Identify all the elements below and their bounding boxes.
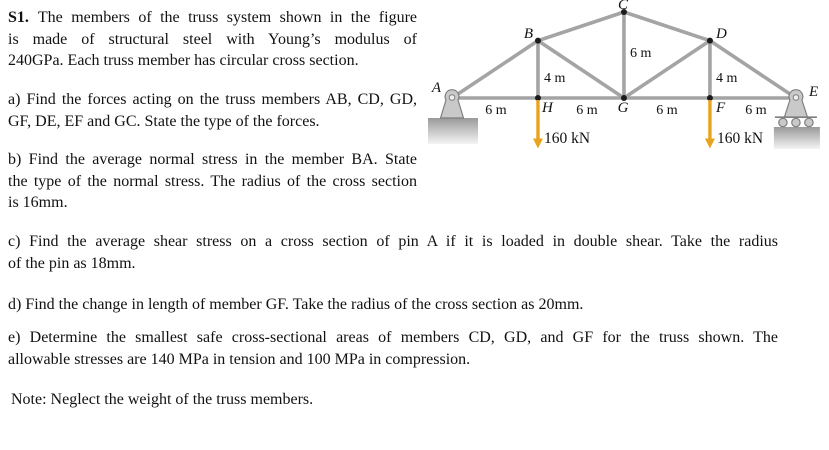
text-line	[8, 7, 417, 29]
part-b-paragraph	[8, 149, 417, 214]
part-a-line-2: GF, DE, EF and GC. State the type of the forces.	[8, 112, 320, 130]
part-e-line-1: e) Determine the smallest safe cross-sectional areas of members CD, GD, and GF for the truss shown. The	[8, 329, 778, 346]
load-arrowhead-H	[533, 139, 543, 149]
part-b-line-3: is 16mm.	[8, 194, 68, 212]
truss-member-BG	[538, 41, 624, 98]
ground-block	[428, 118, 478, 144]
roller-wheel-icon	[779, 118, 787, 126]
joint-label-G: G	[617, 100, 629, 116]
part-c-line-1: c) Find the average shear stress on a cross section of pin A if it is loaded in double shear. Take the radius	[8, 233, 778, 250]
truss-member-CD	[624, 12, 710, 41]
truss-member-BC	[538, 12, 624, 41]
roller-wheel-icon	[805, 118, 813, 126]
intro-line-2: is made of structural steel with Young’s modulus of	[8, 30, 417, 48]
dimension-label-1: 6 m	[576, 103, 598, 118]
joint-label-F: F	[716, 100, 726, 116]
part-d-paragraph	[8, 294, 778, 316]
part-e-line-2: allowable stresses are 140 MPa in tension and 100 MPa in compression.	[8, 350, 471, 368]
truss-member-AB	[452, 41, 538, 98]
part-c-paragraph	[8, 231, 778, 274]
part-b-line-1: b) Find the average normal stress in the member BA. State	[8, 151, 417, 168]
intro-paragraph	[8, 7, 417, 72]
joint-B	[535, 38, 541, 44]
dimension-label-5: 6 m	[630, 46, 652, 61]
part-a-paragraph	[8, 89, 417, 132]
part-c-line-2: of the pin as 18mm.	[8, 254, 136, 272]
dimension-label-4: 4 m	[544, 71, 566, 86]
dimension-label-3: 6 m	[745, 103, 767, 118]
part-e-paragraph	[8, 327, 778, 370]
dimension-label-6: 4 m	[716, 71, 738, 86]
joint-label-D: D	[716, 26, 727, 42]
roller-wheel-icon	[792, 118, 800, 126]
intro-line-1: The members of the truss system shown in the figure	[37, 9, 417, 26]
dimension-label-0: 6 m	[485, 103, 507, 118]
load-label-H: 160 kN	[544, 130, 591, 147]
truss-member-DE	[710, 41, 796, 98]
joint-D	[707, 38, 713, 44]
note-paragraph	[11, 389, 781, 411]
joint-label-E: E	[809, 84, 819, 100]
part-d-line-1: d) Find the change in length of member GF. Take the radius of the cross section as 20mm.	[8, 296, 584, 313]
note-line: Note: Neglect the weight of the truss members.	[11, 391, 314, 408]
joint-label-H: H	[542, 100, 553, 116]
truss-figure	[420, 0, 829, 172]
load-label-F: 160 kN	[717, 130, 764, 147]
part-a-line-1: a) Find the forces acting on the truss members AB, CD, GD,	[8, 91, 417, 108]
problem-number: S1.	[8, 9, 29, 26]
intro-line-3: 240GPa. Each truss member has circular cross section.	[8, 52, 359, 70]
part-b-line-2: the type of the normal stress. The radius of the cross section	[8, 172, 417, 190]
load-arrowhead-F	[705, 139, 715, 149]
truss-figure-svg	[420, 0, 829, 172]
joint-label-A: A	[431, 80, 441, 96]
joint-label-B: B	[523, 26, 533, 42]
dimension-label-2: 6 m	[656, 103, 678, 118]
pin-hole-icon	[793, 95, 799, 101]
joint-label-C: C	[617, 0, 629, 13]
pin-hole-icon	[449, 95, 455, 101]
ground-block	[774, 127, 820, 149]
